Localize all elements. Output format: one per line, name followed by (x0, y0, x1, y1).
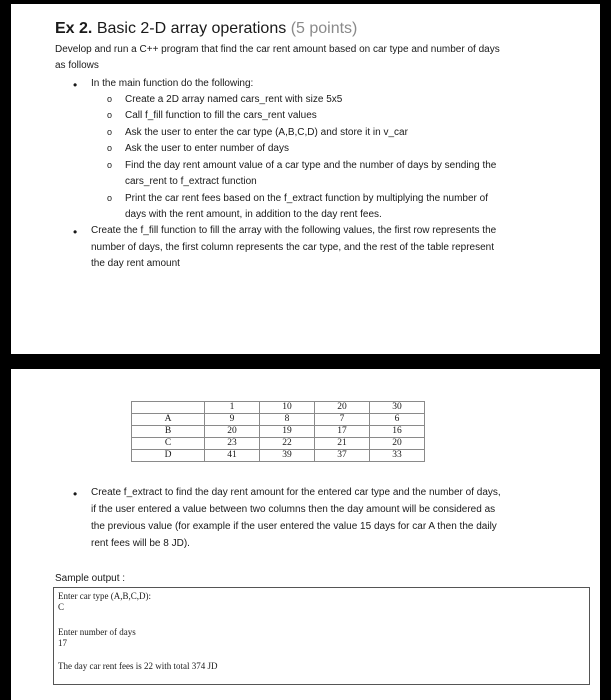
rent-table-cell: 39 (260, 450, 315, 462)
extract-bullet-line: the previous value (for example if the user entered the value 15 days for car A then the daily (91, 521, 497, 532)
exercise-points: (5 points) (290, 20, 358, 37)
rent-table-cell: 22 (260, 438, 315, 450)
main-subitem: Print the car rent fees based on the f_extract function by multiplying the number of (125, 193, 488, 204)
main-subitem-continued: days with the rent amount, in addition to the day rent fees. (125, 209, 382, 220)
rent-table-cell: 9 (205, 414, 260, 426)
extract-bullet-line: Create f_extract to find the day rent amount for the entered car type and the number of days, (91, 487, 501, 498)
rent-table-cell: 17 (315, 426, 370, 438)
sample-input-days: 17 (58, 638, 67, 648)
exercise-label: Ex 2. (55, 20, 93, 37)
intro-line-2: as follows (55, 60, 99, 71)
rent-table-cell: 33 (370, 450, 425, 462)
rent-table-cell: 41 (205, 450, 260, 462)
rent-table (131, 401, 425, 462)
fill-bullet-line: number of days, the first column represents the car type, and the rest of the table represent (91, 242, 494, 253)
sample-prompt-days: Enter number of days (58, 627, 136, 637)
sub-bullet-circle (107, 127, 112, 138)
rent-table-cell: 10 (260, 402, 315, 414)
rent-table-cell: 20 (370, 438, 425, 450)
sample-result: The day car rent fees is 22 with total 374 JD (58, 661, 218, 671)
extract-bullet-line: if the user entered a value between two columns then the day amount will be considered as (91, 504, 496, 515)
rent-table-cell: D (132, 450, 205, 462)
main-subitem: Ask the user to enter number of days (125, 143, 289, 154)
rent-table-row (132, 450, 425, 462)
page-top (11, 4, 600, 354)
rent-table-row (132, 414, 425, 426)
rent-table-cell: A (132, 414, 205, 426)
intro-line-1: Develop and run a C++ program that find the car rent amount based on car type and number of days (55, 44, 500, 55)
bullet-dot (73, 225, 77, 239)
sample-output-label: Sample output : (55, 573, 126, 584)
extract-bullet-line: rent fees will be 8 JD). (91, 538, 190, 549)
page-bottom (11, 369, 600, 700)
rent-table-cell: 21 (315, 438, 370, 450)
sample-output-box (53, 587, 590, 685)
bullet-dot (73, 78, 77, 92)
sub-bullet-circle (107, 193, 112, 204)
rent-table-cell: 30 (370, 402, 425, 414)
rent-table-cell: C (132, 438, 205, 450)
exercise-heading: Basic 2-D array operations (96, 20, 287, 37)
rent-table-cell (132, 402, 205, 414)
fill-bullet-line: the day rent amount (91, 258, 180, 269)
rent-table-cell: 37 (315, 450, 370, 462)
rent-table-cell: B (132, 426, 205, 438)
sub-bullet-circle (107, 160, 112, 171)
sub-bullet-circle (107, 110, 112, 121)
rent-table-row (132, 426, 425, 438)
rent-table-cell: 19 (260, 426, 315, 438)
sub-bullet-circle (107, 94, 112, 105)
rent-table-cell: 1 (205, 402, 260, 414)
rent-table-cell: 20 (315, 402, 370, 414)
sample-prompt-type: Enter car type (A,B,C,D): (58, 591, 151, 601)
fill-bullet-line: Create the f_fill function to fill the array with the following values, the first row represents the (91, 225, 497, 236)
bullet-dot (73, 487, 77, 501)
main-subitem: Call f_fill function to fill the cars_rent values (125, 110, 317, 121)
main-subitem: Ask the user to enter the car type (A,B,C,D) and store it in v_car (125, 127, 408, 138)
main-subitem: Create a 2D array named cars_rent with size 5x5 (125, 94, 343, 105)
rent-table-cell: 7 (315, 414, 370, 426)
exercise-title (55, 20, 357, 38)
rent-table-cell: 16 (370, 426, 425, 438)
rent-table-cell: 23 (205, 438, 260, 450)
rent-table-header-row (132, 402, 425, 414)
sub-bullet-circle (107, 143, 112, 154)
rent-table-wrapper (131, 401, 425, 462)
main-subitem-continued: cars_rent to f_extract function (125, 176, 257, 187)
sample-input-type: C (58, 602, 65, 612)
main-bullet-text: In the main function do the following: (91, 78, 254, 89)
main-subitem: Find the day rent amount value of a car type and the number of days by sending the (125, 160, 497, 171)
rent-table-cell: 6 (370, 414, 425, 426)
rent-table-cell: 8 (260, 414, 315, 426)
rent-table-cell: 20 (205, 426, 260, 438)
rent-table-row (132, 438, 425, 450)
